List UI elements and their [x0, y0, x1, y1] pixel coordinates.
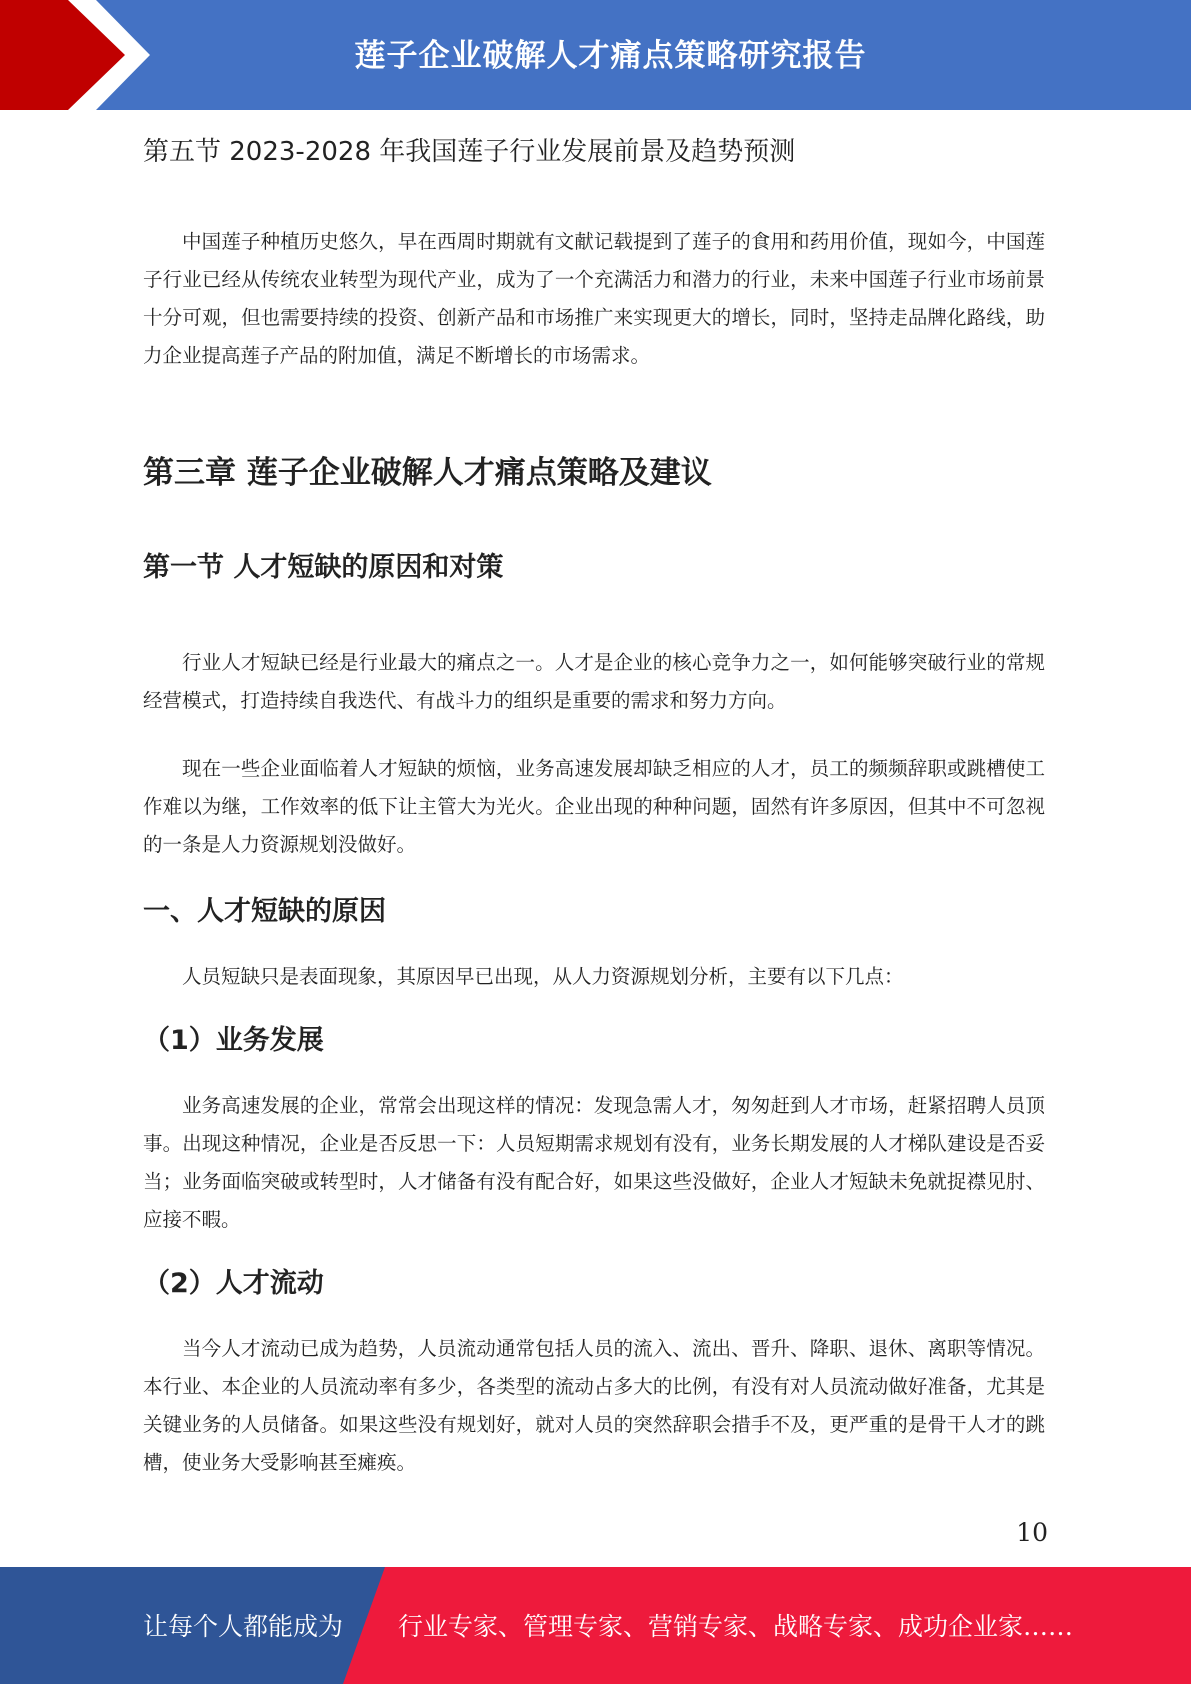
page-footer: [0, 1567, 1191, 1684]
footer-slogan-right: 行业专家、管理专家、营销专家、战略专家、成功企业家……: [398, 1612, 1074, 1641]
item1-text: 业务高速发展的企业，常常会出现这样的情况：发现急需人才，匆匆赶到人才市场，赶紧招聘人员顶事。出现这种情况，企业是否反思一下：人员短期需求规划有没有，业务长期发展的人才梯队建设是否妥当；业务面临突破或转型时，人才储备有没有配合好，如果这些没做好，企业人才短缺未免就捉襟见肘、应接不暇。: [143, 1094, 1045, 1232]
sub1-intro: 人员短缺只是表面现象，其原因早已出现，从人力资源规划分析，主要有以下几点：: [182, 965, 904, 989]
section1-paragraph-2: 现在一些企业面临着人才短缺的烦恼，业务高速发展却缺乏相应的人才，员工的频频辞职或跳槽使工作难以为继，工作效率的低下让主管大为光火。企业出现的种种问题，固然有许多原因，但其中不可忽视的一条是人力资源规划没做好。: [143, 757, 1045, 857]
section1-paragraph-1: 行业人才短缺已经是行业最大的痛点之一。人才是企业的核心竞争力之一，如何能够突破行业的常规经营模式，打造持续自我迭代、有战斗力的组织是重要的需求和努力方向。: [143, 651, 1045, 713]
page-header: [0, 0, 1191, 110]
section1-heading: 第一节 人才短缺的原因和对策: [143, 552, 504, 584]
item2-text: 当今人才流动已成为趋势，人员流动通常包括人员的流入、流出、晋升、降职、退休、离职等情况。本行业、本企业的人员流动率有多少，各类型的流动占多大的比例，有没有对人员流动做好准备，尤其是关键业务的人员储备。如果这些没有规划好，就对人员的突然辞职会措手不及，更严重的是骨干人才的跳槽，使业务大受影响甚至瘫痪。: [143, 1337, 1045, 1475]
item1-heading: （1）业务发展: [143, 1025, 324, 1057]
chapter3-heading: 第三章 莲子企业破解人才痛点策略及建议: [143, 455, 712, 492]
section5-heading: 第五节 2023-2028 年我国莲子行业发展前景及趋势预测: [143, 137, 796, 167]
section5-paragraph: 中国莲子种植历史悠久，早在西周时期就有文献记载提到了莲子的食用和药用价值，现如今，中国莲子行业已经从传统农业转型为现代产业，成为了一个充满活力和潜力的行业，未来中国莲子行业市场前景十分可观，但也需要持续的投资、创新产品和市场推广来实现更大的增长，同时，坚持走品牌化路线，助力企业提高莲子产品的附加值，满足不断增长的市场需求。: [143, 230, 1045, 368]
sub1-heading: 一、人才短缺的原因: [143, 896, 386, 928]
page-content: [143, 120, 1045, 1482]
footer-slogan-left: 让每个人都能成为: [143, 1612, 344, 1641]
page-number: 10: [1016, 1518, 1048, 1547]
item2-heading: （2）人才流动: [143, 1268, 324, 1300]
report-title: 莲子企业破解人才痛点策略研究报告: [354, 38, 867, 74]
